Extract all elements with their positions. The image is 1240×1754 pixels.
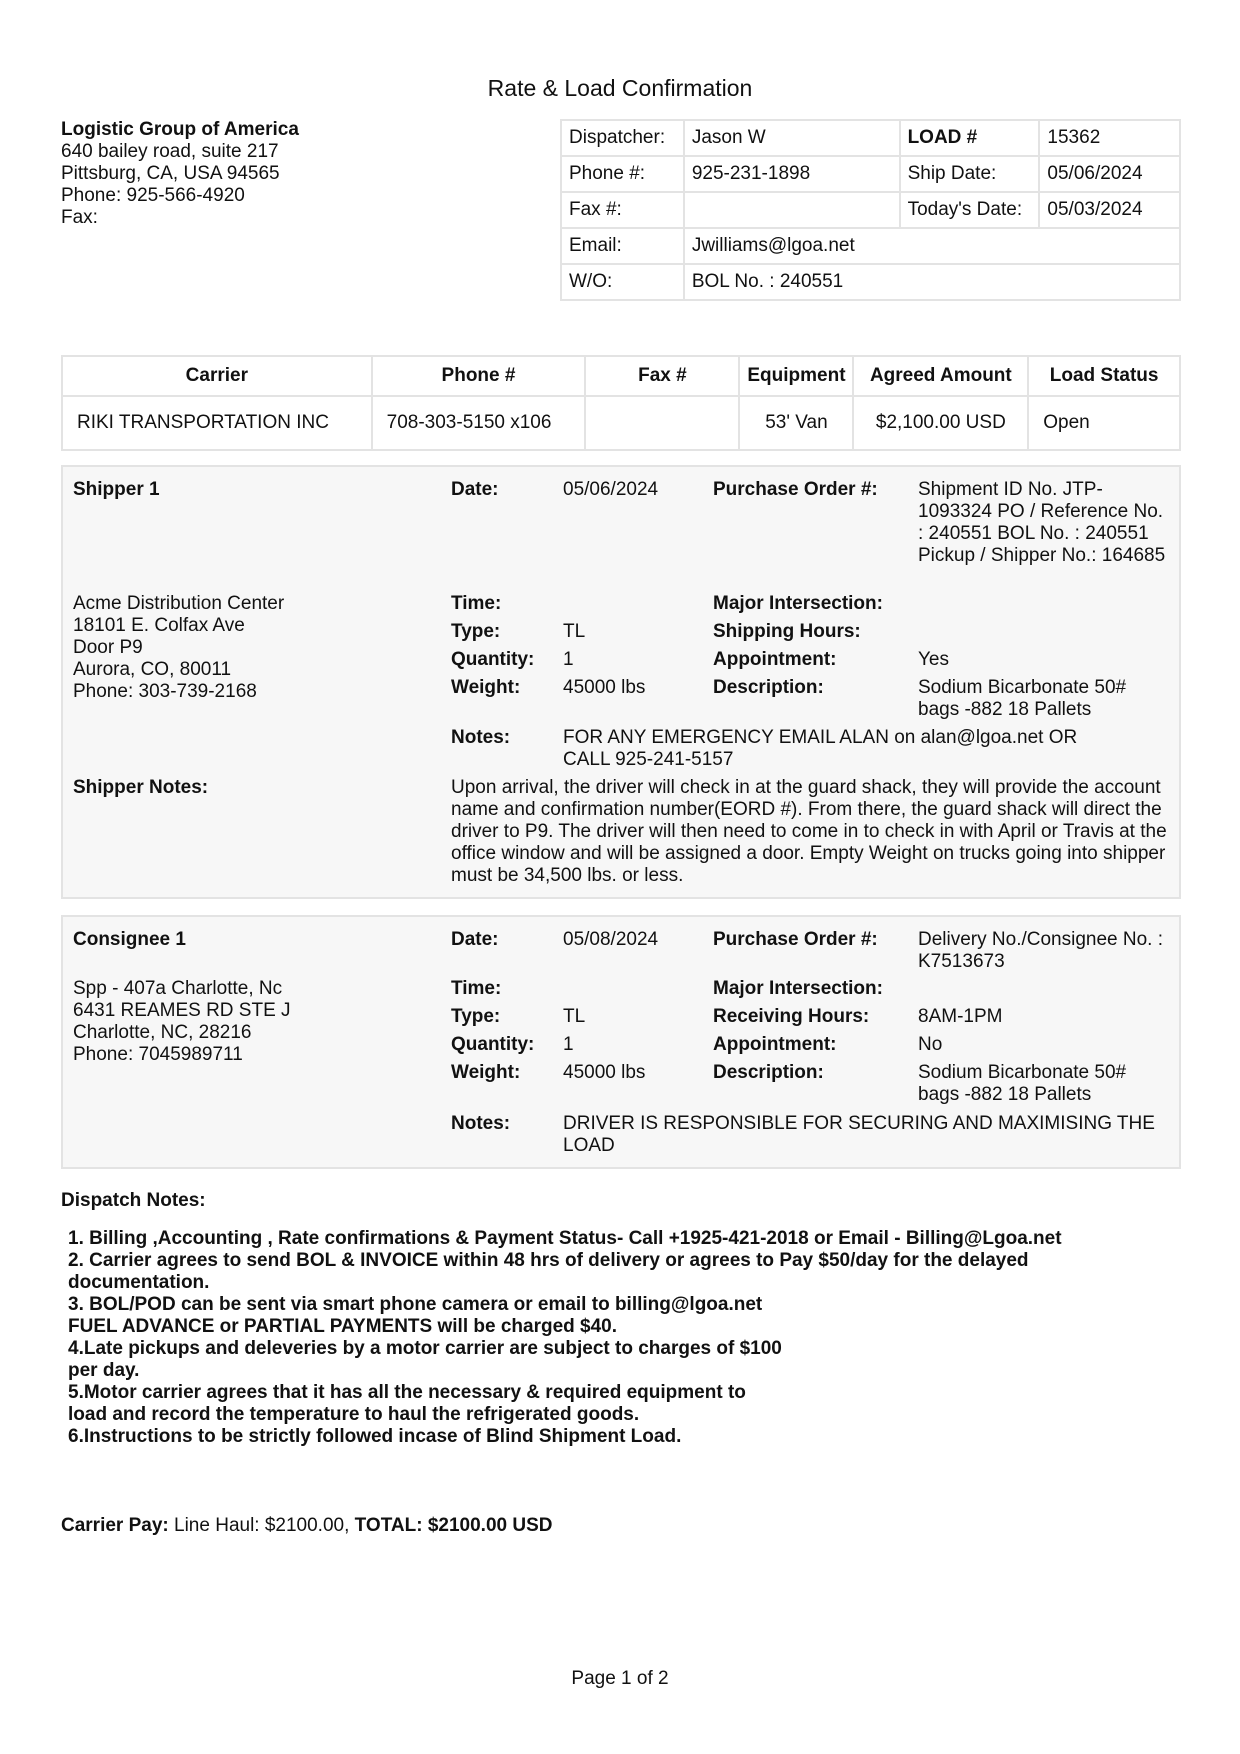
- carrier-pay-label: Carrier Pay:: [61, 1515, 169, 1536]
- dispatch-note: 6.Instructions to be strictly followed incase of Blind Shipment Load.: [68, 1426, 682, 1447]
- ship-date-value: 05/06/2024: [1039, 156, 1180, 192]
- dispatch-note: 5.Motor carrier agrees that it has all the necessary & required equipment to: [68, 1382, 746, 1403]
- dispatch-note: 2. Carrier agrees to send BOL & INVOICE within 48 hrs of delivery or agrees to Pay $50/day for the delayed: [68, 1250, 1029, 1271]
- shipper-date-label: Date:: [451, 479, 499, 500]
- shipper-intersection-label: Major Intersection:: [713, 593, 883, 614]
- info-row-dispatcher: [561, 120, 1180, 156]
- carrier-agreed-amount: $2,100.00 USD: [853, 396, 1028, 450]
- consignee-type-label: Type:: [451, 1006, 501, 1027]
- company-fax: Fax:: [61, 207, 98, 228]
- consignee-weight-label: Weight:: [451, 1062, 521, 1083]
- consignee-quantity: 1: [563, 1034, 574, 1055]
- dispatch-note: load and record the temperature to haul the refrigerated goods.: [68, 1404, 640, 1425]
- header-agreed-amount: Agreed Amount: [853, 356, 1028, 396]
- dispatch-note: 1. Billing ,Accounting , Rate confirmations & Payment Status- Call +1925-421-2018 or Email - Billing@Lgoa.net: [68, 1228, 1062, 1249]
- company-phone: Phone: 925-566-4920: [61, 185, 245, 206]
- consignee-quantity-label: Quantity:: [451, 1034, 535, 1055]
- shipper-po-label: Purchase Order #:: [713, 479, 878, 500]
- ship-date-label: Ship Date:: [900, 156, 1040, 192]
- shipper-appointment-label: Appointment:: [713, 649, 837, 670]
- dispatch-notes-heading: Dispatch Notes:: [61, 1190, 206, 1211]
- consignee-hours-label: Receiving Hours:: [713, 1006, 870, 1027]
- consignee-hours: 8AM-1PM: [918, 1006, 1003, 1027]
- shipper-address-line: 18101 E. Colfax Ave: [73, 615, 245, 636]
- shipper-type: TL: [563, 621, 586, 642]
- shipper-quantity: 1: [563, 649, 574, 670]
- header-carrier: Carrier: [62, 356, 372, 396]
- email-value[interactable]: Jwilliams@lgoa.net: [684, 228, 1180, 264]
- shipper-address: [73, 593, 284, 703]
- consignee-description: Sodium Bicarbonate 50# bags -882 18 Pallets: [918, 1062, 1127, 1105]
- consignee-date-label: Date:: [451, 929, 499, 950]
- dispatch-note: documentation.: [68, 1272, 210, 1293]
- company-address-line1: 640 bailey road, suite 217: [61, 141, 279, 162]
- shipper-address-line: Acme Distribution Center: [73, 593, 285, 614]
- consignee-po-label: Purchase Order #:: [713, 929, 878, 950]
- page-number: Page 1 of 2: [571, 1668, 669, 1689]
- shipper-time-label: Time:: [451, 593, 502, 614]
- consignee-description-label: Description:: [713, 1062, 824, 1083]
- shipper-description-label: Description:: [713, 677, 824, 698]
- carrier-pay-line-haul: Line Haul: $2100.00,: [174, 1515, 350, 1536]
- consignee-type: TL: [563, 1006, 586, 1027]
- shipper-quantity-label: Quantity:: [451, 649, 535, 670]
- consignee-phone: Phone: 7045989711: [73, 1044, 243, 1065]
- consignee-notes: DRIVER IS RESPONSIBLE FOR SECURING AND MAXIMISING THE LOAD: [563, 1113, 1155, 1156]
- dispatcher-value: Jason W: [684, 120, 900, 156]
- shipper-section: [61, 465, 1181, 899]
- fax-label: Fax #:: [561, 192, 684, 228]
- dispatch-note: per day.: [68, 1360, 140, 1381]
- consignee-date: 05/08/2024: [563, 929, 659, 950]
- shipper-hours-label: Shipping Hours:: [713, 621, 861, 642]
- consignee-appointment-label: Appointment:: [713, 1034, 837, 1055]
- document-title: Rate & Load Confirmation: [487, 75, 753, 101]
- carrier-pay-total: TOTAL: $2100.00 USD: [354, 1515, 553, 1536]
- shipper-notes-heading: Shipper Notes:: [73, 777, 209, 798]
- info-row-email: [561, 228, 1180, 264]
- consignee-time-label: Time:: [451, 978, 502, 999]
- shipper-heading: Shipper 1: [73, 479, 160, 500]
- shipper-type-label: Type:: [451, 621, 501, 642]
- dispatcher-label: Dispatcher:: [561, 120, 684, 156]
- company-block: [61, 119, 481, 229]
- shipper-notes-label: Notes:: [451, 727, 511, 748]
- wo-value: BOL No. : 240551: [684, 264, 1180, 300]
- consignee-address-line: Spp - 407a Charlotte, Nc: [73, 978, 283, 999]
- shipper-appointment: Yes: [918, 649, 949, 670]
- dispatch-notes-list: [68, 1228, 1168, 1448]
- shipper-notes-text: Upon arrival, the driver will check in at the guard shack, they will provide the account name and confirmation number(EORD #). From there, the guard shack will direct the driver to P9. The driver will then need to come in to check in with April or Travis at the office window and will be assigned a door. Empty Weight on trucks going into shipper must be 34,500 lbs. or less.: [451, 777, 1167, 886]
- shipper-phone: Phone: 303-739-2168: [73, 681, 257, 702]
- dispatch-info-table: [560, 119, 1181, 301]
- header-equipment: Equipment: [739, 356, 853, 396]
- todays-date-value: 05/03/2024: [1039, 192, 1180, 228]
- info-row-wo: [561, 264, 1180, 300]
- consignee-heading: Consignee 1: [73, 929, 186, 950]
- consignee-intersection-label: Major Intersection:: [713, 978, 883, 999]
- company-address-line2: Pittsburg, CA, USA 94565: [61, 163, 280, 184]
- shipper-weight-label: Weight:: [451, 677, 521, 698]
- carrier-table-header: [62, 356, 1180, 396]
- carrier-name: RIKI TRANSPORTATION INC: [62, 396, 372, 450]
- consignee-section: [61, 915, 1181, 1169]
- load-number-value: 15362: [1039, 120, 1180, 156]
- consignee-notes-label: Notes:: [451, 1113, 511, 1134]
- carrier-equipment: 53' Van: [739, 396, 853, 450]
- header-fax: Fax #: [585, 356, 739, 396]
- carrier-table: [61, 355, 1181, 451]
- consignee-weight: 45000 lbs: [563, 1062, 646, 1083]
- header-load-status: Load Status: [1028, 356, 1180, 396]
- shipper-description: Sodium Bicarbonate 50# bags -882 18 Pallets: [918, 677, 1127, 720]
- shipper-address-line: Aurora, CO, 80011: [73, 659, 232, 680]
- fax-value: [684, 192, 900, 228]
- shipper-weight: 45000 lbs: [563, 677, 646, 698]
- carrier-phone: 708-303-5150 x106: [372, 396, 586, 450]
- email-label: Email:: [561, 228, 684, 264]
- info-row-fax: [561, 192, 1180, 228]
- shipper-notes: FOR ANY EMERGENCY EMAIL ALAN on alan@lgoa.net OR CALL 925-241-5157: [563, 727, 1078, 770]
- consignee-po: Delivery No./Consignee No. : K7513673: [918, 929, 1163, 972]
- dispatch-note: FUEL ADVANCE or PARTIAL PAYMENTS will be charged $40.: [68, 1316, 617, 1337]
- consignee-address-line: Charlotte, NC, 28216: [73, 1022, 252, 1043]
- dispatch-note: 4.Late pickups and deleveries by a motor carrier are subject to charges of $100: [68, 1338, 782, 1359]
- table-row: [62, 396, 1180, 450]
- shipper-date: 05/06/2024: [563, 479, 659, 500]
- shipper-address-line: Door P9: [73, 637, 143, 658]
- phone-value: 925-231-1898: [684, 156, 900, 192]
- carrier-pay: [61, 1515, 552, 1537]
- wo-label: W/O:: [561, 264, 684, 300]
- shipper-po: Shipment ID No. JTP-1093324 PO / Reference No. : 240551 BOL No. : 240551 Pickup / Shipper No.: 164685: [918, 479, 1166, 566]
- header-phone: Phone #: [372, 356, 586, 396]
- consignee-address: [73, 978, 291, 1066]
- load-number-label: LOAD #: [900, 120, 1040, 156]
- dispatch-note: 3. BOL/POD can be sent via smart phone camera or email to billing@lgoa.net: [68, 1294, 763, 1315]
- todays-date-label: Today's Date:: [900, 192, 1040, 228]
- carrier-fax: [585, 396, 739, 450]
- phone-label: Phone #:: [561, 156, 684, 192]
- consignee-address-line: 6431 REAMES RD STE J: [73, 1000, 291, 1021]
- carrier-load-status: Open: [1028, 396, 1180, 450]
- company-name: Logistic Group of America: [61, 119, 299, 140]
- consignee-appointment: No: [918, 1034, 943, 1055]
- info-row-phone: [561, 156, 1180, 192]
